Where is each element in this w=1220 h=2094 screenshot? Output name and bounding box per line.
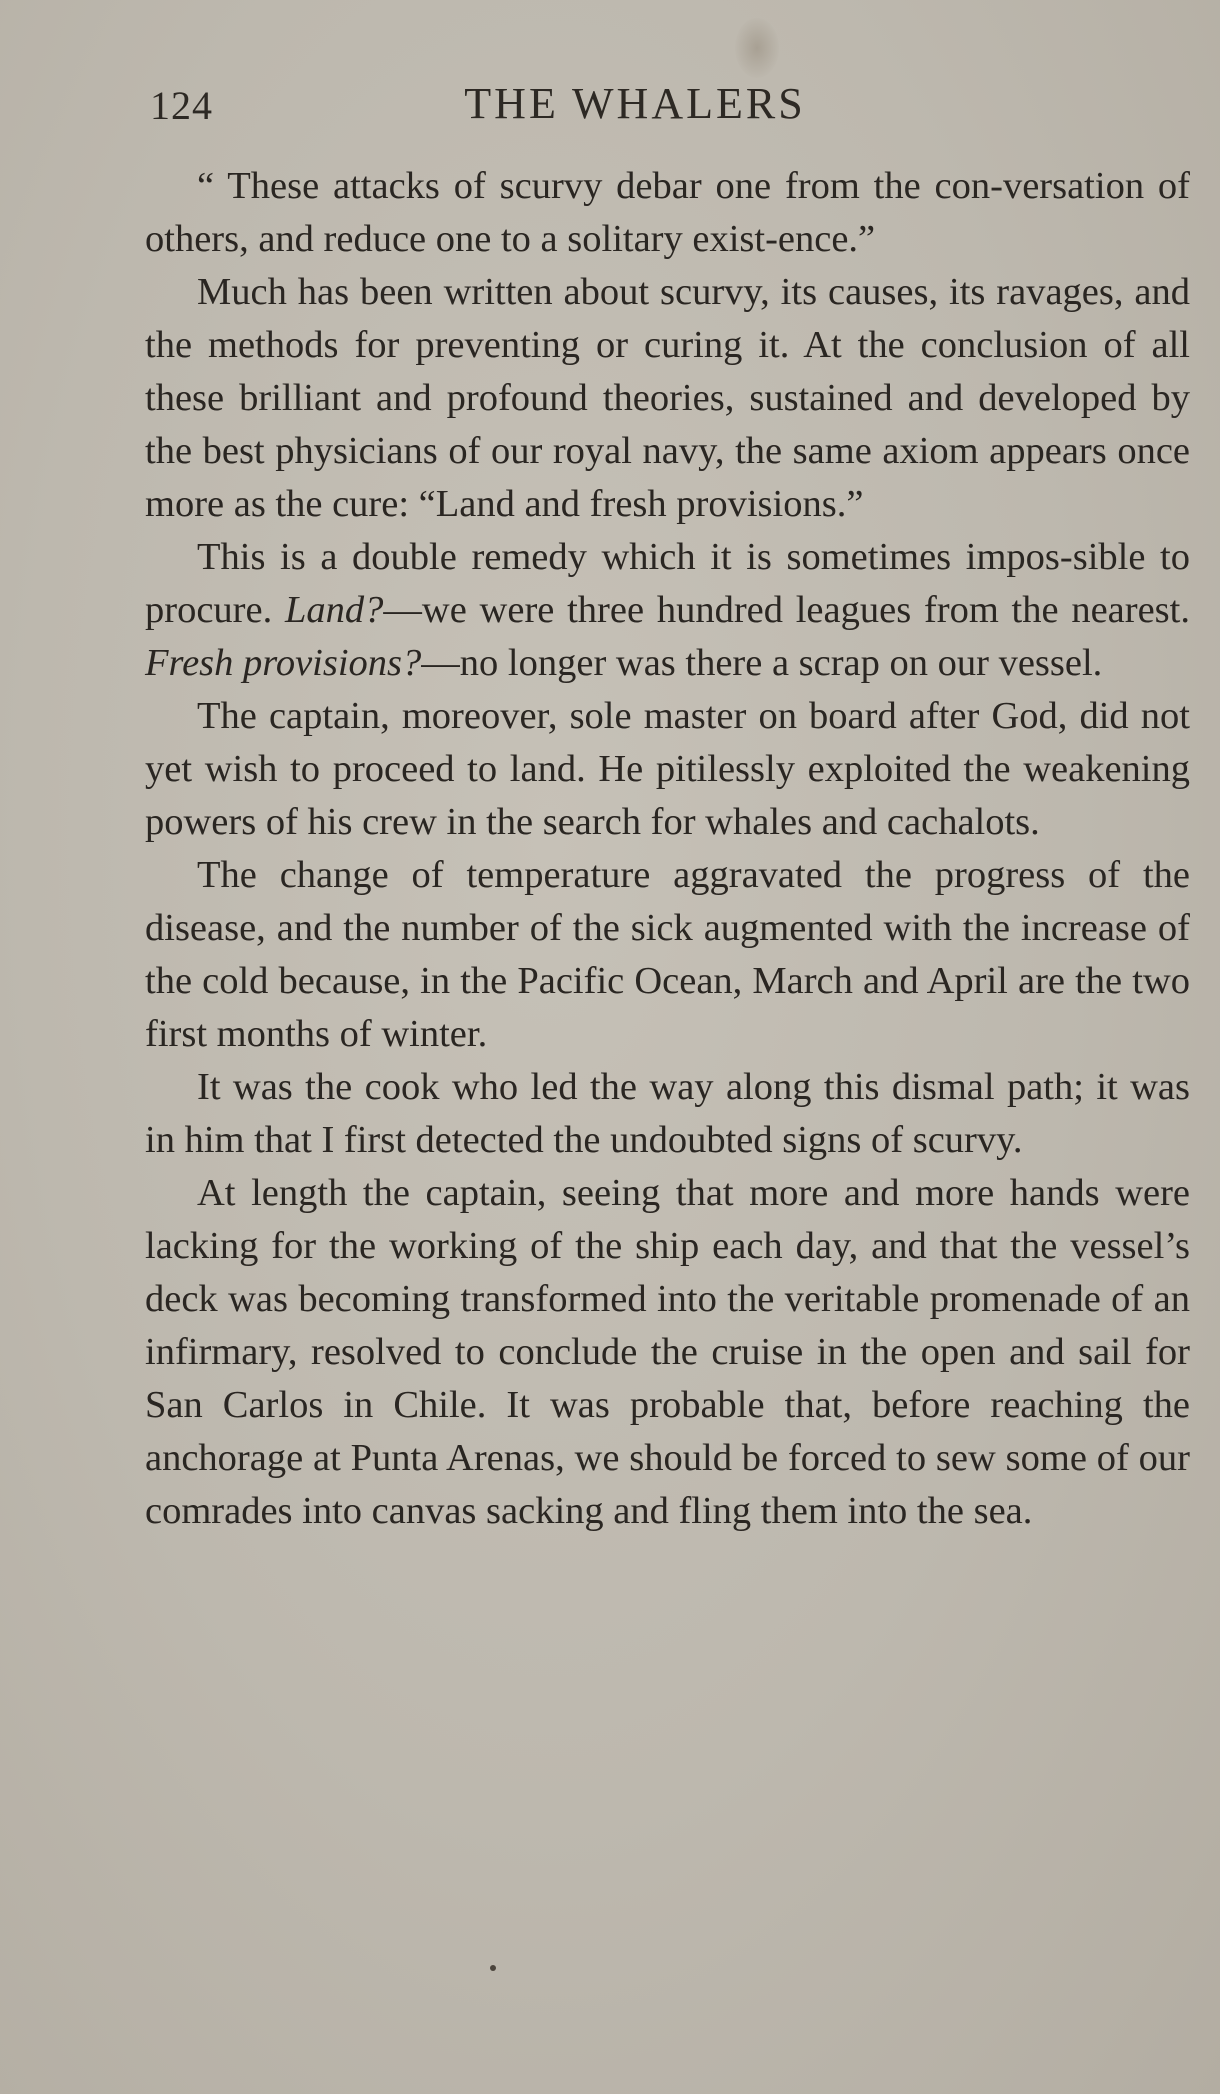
paragraph-conclusion: At length the captain, seeing that more and more hands were lacking for the working of the ship each day, and that the vessel’s deck was becoming transformed into the veritable promenade of an infirmary, resolved to conclude the cruise in the open and sail for San Carlos in Chile. It was probable that, before reaching the anchorage at Punta Arenas, we should be forced to sew some of our comrades into canvas sacking and fling them into the sea.	[145, 1172, 1190, 1532]
paper-stain	[735, 18, 779, 78]
paragraph-text-segment: —we were three hundred leagues from the nearest.	[383, 589, 1190, 631]
body-text	[145, 160, 1190, 1538]
paragraph-cook: It was the cook who led the way along this dismal path; it was in him that I first detected the undoubted signs of scurvy.	[145, 1066, 1190, 1161]
paragraph-double-remedy	[145, 531, 1190, 690]
paragraph-scurvy-theories: Much has been written about scurvy, its causes, its ravages, and the methods for preventing or curing it. At the conclusion of all these brilliant and profound theories, sustained and developed by the best physicians of our royal navy, the same axiom appears once more as the cure: “Land and fresh provisions.”	[145, 271, 1190, 525]
paragraph-text-segment: —no longer was there a scrap on our vessel.	[421, 642, 1103, 684]
paragraph-quote: “ These attacks of scurvy debar one from the con-versation of others, and reduce one to a solitary exist-ence.”	[145, 165, 1190, 260]
italic-fresh-provisions: Fresh provisions?	[145, 642, 422, 684]
paragraph-text-segment: This is a double remedy which it is sometimes impos-sible to procure.	[145, 536, 1190, 631]
page-number: 124	[150, 83, 213, 128]
italic-land: Land?	[284, 589, 384, 631]
paragraph-captain: The captain, moreover, sole master on board after God, did not yet wish to proceed to land. He pitilessly exploited the weakening powers of his crew in the search for whales and cachalots.	[145, 695, 1190, 843]
ink-speck	[490, 1965, 496, 1971]
running-title: THE WHALERS	[464, 79, 806, 128]
paragraph-temperature: The change of temperature aggravated the progress of the disease, and the number of the sick augmented with the increase of the cold because, in the Pacific Ocean, March and April are the two first months of winter.	[145, 854, 1190, 1055]
